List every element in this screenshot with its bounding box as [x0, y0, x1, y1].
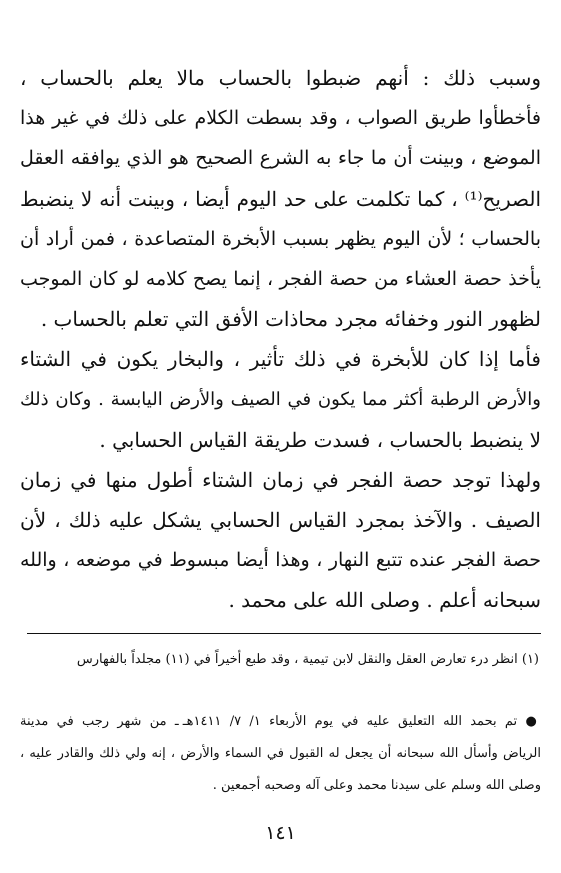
text-line-5: بالحساب ؛ لأن اليوم يظهر بسبب الأبخرة المتصاعدة ، فمن أراد أن	[20, 227, 541, 250]
page-number: ١٤١	[265, 822, 296, 844]
text-line-1: وسبب ذلك : أنهم ضبطوا بالحساب مالا يعلم بالحساب ،	[20, 66, 541, 90]
colophon-line-3: وصلى الله وسلم على سيدنا محمد وعلى آله وصحبه أجمعين .	[212, 778, 541, 793]
text-line-9: والأرض الرطبة أكثر مما يكون في الصيف والأرض اليابسة . وكان ذلك	[20, 388, 541, 410]
text-line-11: ولهذا توجد حصة الفجر في زمان الشتاء أطول منها في زمان	[20, 467, 541, 492]
text-line-14: سبحانه أعلم . وصلى الله على محمد .	[228, 588, 541, 613]
text-line-7: لظهور النور وخفائه مجرد محاذات الأفق التي تعلم بالحساب .	[40, 307, 541, 332]
colophon-line-2: الرياض وأسأل الله سبحانه أن يجعل له القبول في السماء والأرض ، إنه ولي ذلك والقادر عليه ،	[20, 746, 541, 761]
text-line-10: لا ينضبط بالحساب ، فسدت طريقة القياس الحسابي .	[99, 427, 541, 452]
colophon	[20, 706, 541, 802]
text-line-4: الصريح⁽¹⁾ ، كما تكلمت على حد اليوم أيضا ، وبينت أنه لا ينضبط	[20, 186, 541, 211]
text-line-12: الصيف . والآخذ بمجرد القياس الحسابي يشكل عليه ذلك ، لأن	[20, 508, 541, 533]
text-line-6: يأخذ حصة العشاء من حصة الفجر ، إنما يصح كلامه لو كان الموجب	[20, 267, 541, 290]
text-line-3: الموضع ، وبينت أن ما جاء به الشرع الصحيح هو الذي يوافقه العقل	[20, 147, 541, 170]
text-line-2: فأخطأوا طريق الصواب ، وقد بسطت الكلام على ذلك في غير هذا	[20, 107, 541, 130]
footnote: (١) انظر درء تعارض العقل والنقل لابن تيمية ، وقد طبع أخيراً في (١١) مجلداً بالفهارس	[76, 652, 539, 667]
text-line-8: فأما إذا كان للأبخرة في ذلك تأثير ، والبخار يكون في الشتاء	[20, 347, 541, 372]
main-text	[20, 58, 541, 621]
text-line-13: حصة الفجر عنده تتبع النهار ، وهذا أيضا مبسوط في موضعه ، والله	[20, 549, 541, 572]
footnote-separator	[27, 633, 541, 634]
colophon-line-1: ● تم بحمد الله التعليق عليه في يوم الأربعاء ١/ ٧/ ١٤١١هـ ـ من شهر رجب في مدينة	[20, 714, 541, 729]
